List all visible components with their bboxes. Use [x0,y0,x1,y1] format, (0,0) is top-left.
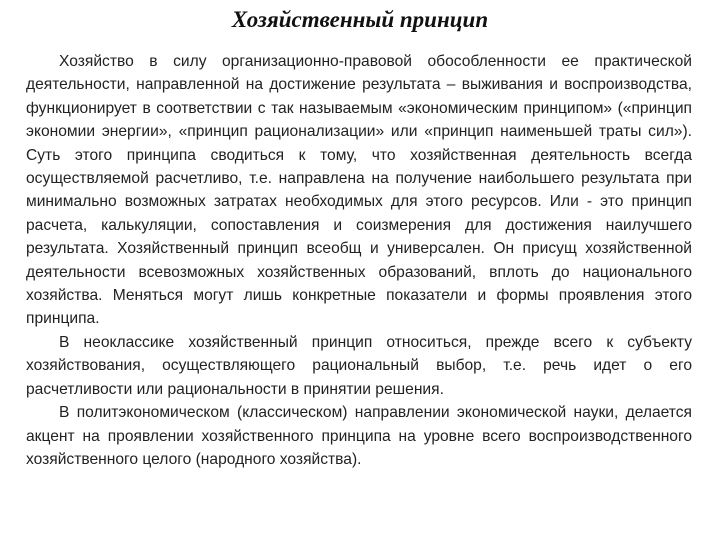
paragraph-neoclassical: В неоклассике хозяйственный принцип относиться, прежде всего к субъекту хозяйствования, осуществляющего рациональный выбор, т.е. речь идет о его расчетливости или рациональности в принятии решения. [26,333,692,398]
slide-title: Хозяйственный принцип [231,7,489,32]
slide-body-text [26,50,692,471]
paragraph-economic-principle: Хозяйство в силу организационно-правовой обособленности ее практической деятельности, направленной на достижение результата – выживания и воспроизводства, функционирует в соответствии с так называемым «экономическим принципом» («принцип экономии энергии», «принцип рационализации» или «принцип наименьшей траты сил»). Суть этого принципа сводиться к тому, что хозяйственная деятельность всегда осуществляемой расчетливо, т.е. направлена на получение наибольшего результата при минимально возможных затратах необходимых для этого ресурсов. Или - это принцип расчета, калькуляции, сопоставления и соизмерения для достижения наилучшего результата. Хозяйственный принцип всеобщ и универсален. Он присущ хозяйственной деятельности всевозможных хозяйственных образований, вплоть до национального хозяйства. Меняться могут лишь конкретные показатели и формы проявления этого принципа. [26,53,692,328]
paragraph-political-economy: В политэкономическом (классическом) направлении экономической науки, делается акцент на проявлении хозяйственного принципа на уровне всего воспроизводственного хозяйственного целого (народного хозяйства). [26,404,692,468]
